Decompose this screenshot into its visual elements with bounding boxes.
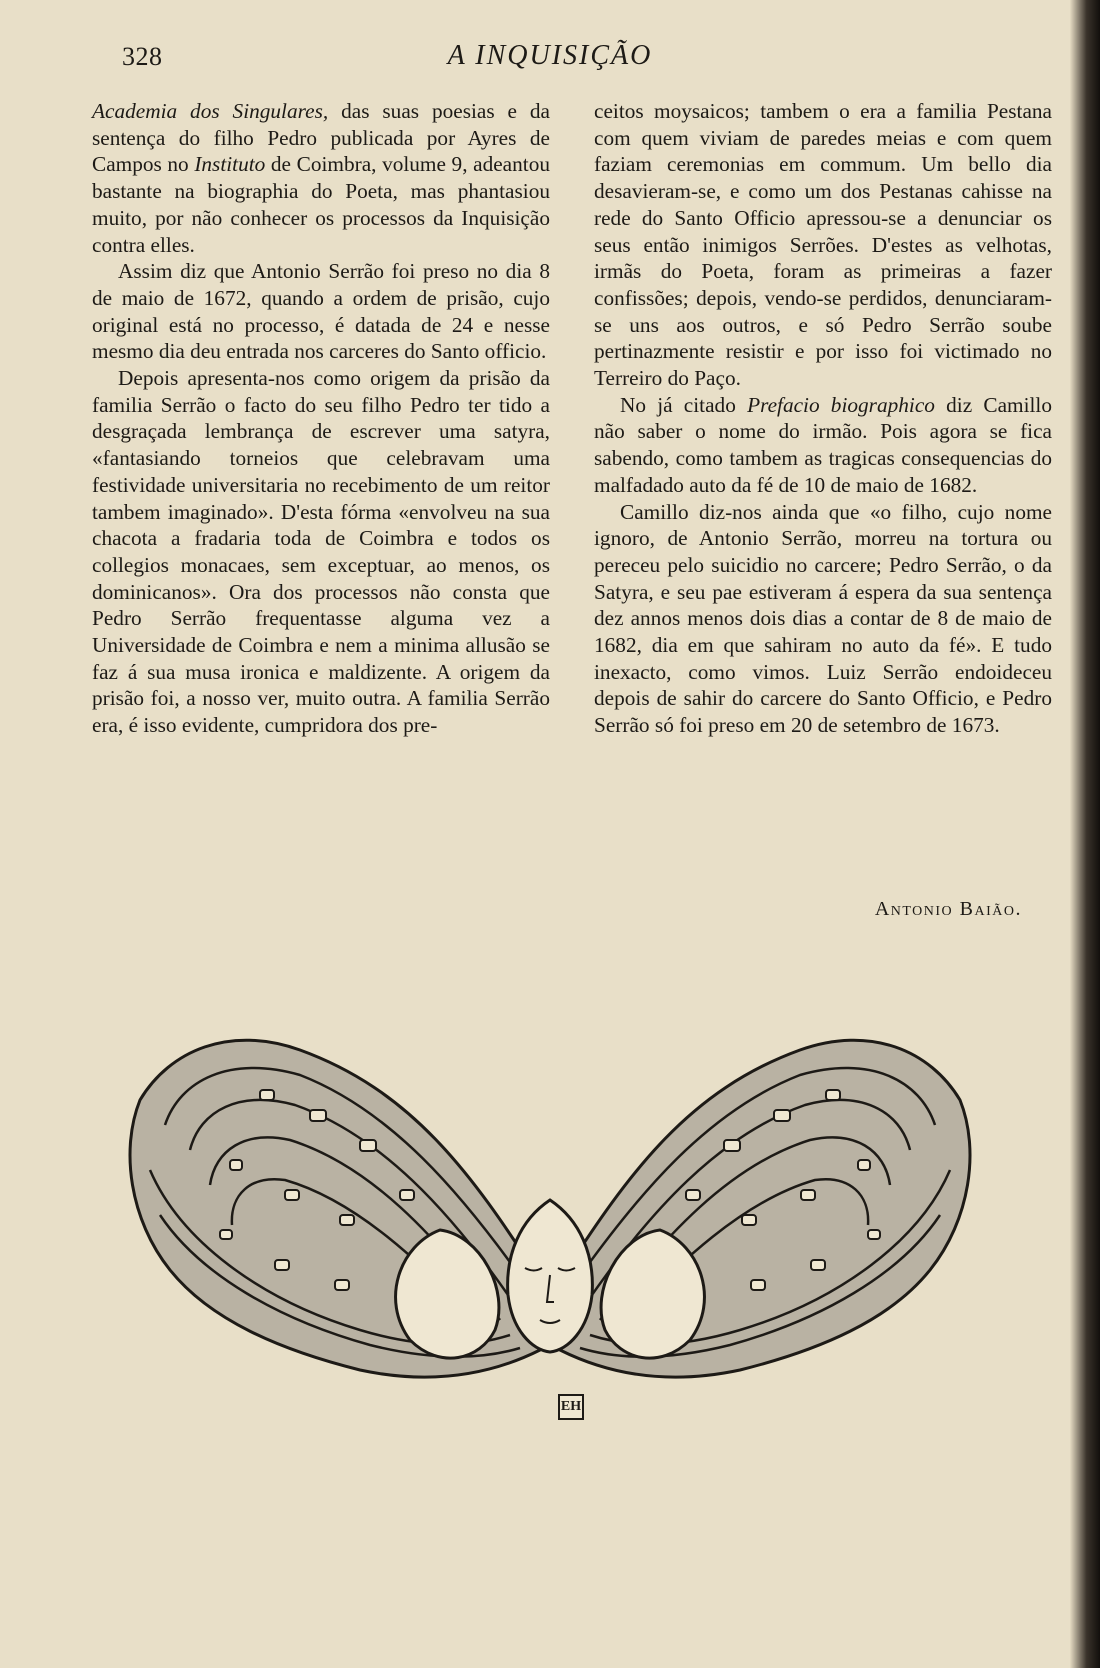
academy-name: Academia dos Singulares, — [92, 99, 329, 123]
prefacio-title: Prefacio biographico — [747, 392, 935, 417]
right-paragraph-2: No já citado Prefacio biographico diz Camillo não saber o nome do irmão. Pois agora se fica sabendo, como tambem as tragicas consequencias do malfadado auto da fé de 10 de maio de 1682. — [594, 392, 1052, 497]
running-title: A INQUISIÇÃO — [447, 40, 653, 71]
right-paragraph-1: ceitos moysaicos; tambem o era a familia Pestana com quem viviam de paredes meias e com quem faziam ceremonias em commum. Um bello dia desavieram-se, e como um dos Pestanas cahisse na rede do Santo Officio apressou-se a denunciar os seus então inimigos Serrões. D'estes as velhotas, irmãs do Poeta, foram as primeiras a fazer confissões; depois, vendo-se perdidos, denunciaram-se uns aos outros, e só Pedro Serrão soube pertinazmente resistir e por isso foi victimado no Terreiro do Paço. — [594, 99, 1052, 391]
page-edge-shadow — [1070, 0, 1100, 1668]
right-column — [594, 98, 1052, 739]
left-paragraph-1: Academia dos Singulares, das suas poesias e da sentença do filho Pedro publicada por Ayres de Campos no Instituto de Coimbra, volume 9, adeantou bastante na biographia do Poeta, mas phantasiou muito, por não conhecer os processos da Inquisição contra elles. — [92, 99, 551, 257]
art-nouveau-ornament — [110, 1030, 990, 1440]
left-paragraph-2: Assim diz que Antonio Serrão foi preso no dia 8 de maio de 1672, quando a ordem de prisão, cujo original está no processo, é datada de 24 e nesse mesmo dia deu entrada nos carceres do Santo officio. — [92, 259, 550, 364]
journal-name: Instituto — [194, 152, 266, 177]
right-paragraph-3: Camillo diz-nos ainda que «o filho, cujo nome ignoro, de Antonio Serrão, morreu na tortura ou pereceu pelo suicidio no carcere; Pedro Serrão, o da Satyra, e seu pae estiveram á espera da sua sentença dez annos menos dois dias a contar de 8 de maio de 1682, dia em que sahiram no auto da fé». E tudo inexacto, como vimos. Luiz Serrão endoideceu depois de sahir do carcere do Santo Officio, e Pedro Serrão só foi preso em 20 de setembro de 1673. — [594, 499, 1052, 738]
left-column — [92, 98, 550, 739]
left-paragraph-3: Depois apresenta-nos como origem da prisão da familia Serrão o facto do seu filho Pedro ter tido a desgraçada lembrança de escrever uma satyra, «fantasiando torneios que celebravam uma festividade universitaria no recebimento de um reitor tambem imaginado». D'esta fórma «envolveu na sua chacota a fradaria toda de Coimbra e todos os collegios monacaes, sem exceptuar, ao menos, os dominicanos». Ora dos processos não consta que Pedro Serrão frequentasse alguma vez a Universidade de Coimbra e nem a minima allusão se faz á sua musa ironica e maldizente. A origem da prisão foi, a nosso ver, muito outra. A familia Serrão era, é isso evidente, cumpridora dos pre- — [92, 366, 550, 738]
author-signature: Antonio Baião. — [874, 898, 1022, 920]
page-number: 328 — [122, 42, 163, 71]
artist-monogram: EH — [558, 1394, 584, 1420]
